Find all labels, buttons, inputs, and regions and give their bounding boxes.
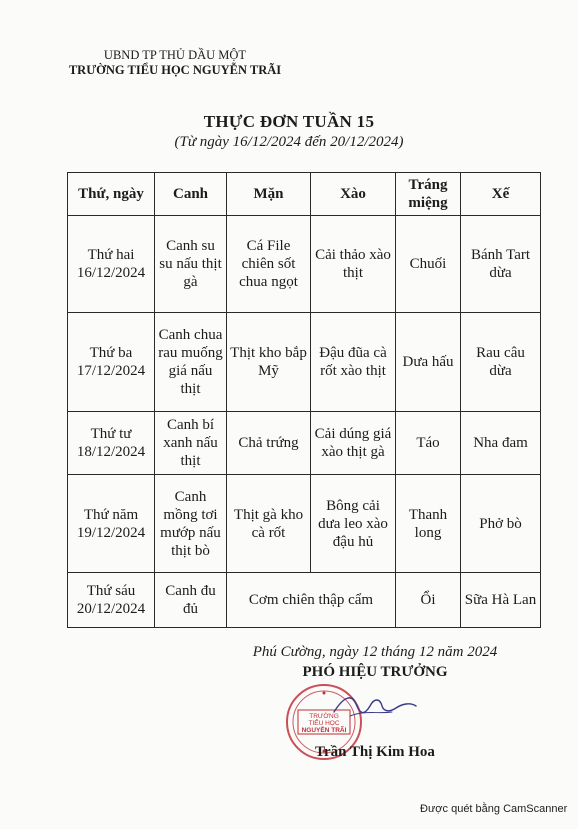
canh-cell: Canh đu đủ [155,573,227,628]
svg-text:TRƯỜNG: TRƯỜNG [309,713,339,720]
man-xao-merged-cell: Cơm chiên thập cẩm [227,573,396,628]
day-label: Thứ sáu [86,583,136,599]
xe-cell: Bánh Tart dừa [461,216,541,313]
day-cell [68,313,155,412]
signer-name: Trần Thị Kim Hoa [315,744,435,760]
day-cell [68,216,155,313]
table-row [68,412,541,475]
org-line-1: UBND TP THỦ DẦU MỘT [103,48,247,62]
place-date: Phú Cường, ngày 12 tháng 12 năm 2024 [252,644,498,660]
header-day: Thứ, ngày [68,173,155,216]
xao-cell: Cải thảo xào thịt [311,216,396,313]
signature [330,688,420,722]
table-row [68,573,541,628]
header-trang-mieng: Tráng miệng [396,173,461,216]
day-cell [68,475,155,573]
header-man: Mặn [227,173,311,216]
trang-mieng-cell: Ổi [396,573,461,628]
xao-cell: Bông cải dưa leo xào đậu hủ [311,475,396,573]
svg-text:NGUYỄN TRÃI: NGUYỄN TRÃI [301,727,347,734]
table-row [68,313,541,412]
man-cell: Cá File chiên sốt chua ngọt [227,216,311,313]
signer-role: PHÓ HIỆU TRƯỞNG [302,664,448,680]
man-cell: Chả trứng [227,412,311,475]
xao-cell: Cải dúng giá xào thịt gà [311,412,396,475]
menu-table [67,172,541,628]
day-label: Thứ tư [90,426,132,442]
day-label: Thứ ba [89,345,133,361]
scanner-watermark: Được quét bằng CamScanner [420,803,568,815]
day-date: 16/12/2024 [76,265,146,281]
xao-cell: Đậu đũa cà rốt xào thịt [311,313,396,412]
day-label: Thứ hai [87,247,135,263]
man-cell: Thịt kho bắp Mỹ [227,313,311,412]
day-cell [68,412,155,475]
canh-cell: Canh su su nấu thịt gà [155,216,227,313]
trang-mieng-cell: Thanh long [396,475,461,573]
menu-title: THỰC ĐƠN TUẦN 15 [203,112,375,131]
man-cell: Thịt gà kho cà rốt [227,475,311,573]
svg-text:TIỂU HỌC: TIỂU HỌC [308,720,340,727]
day-date: 17/12/2024 [76,363,146,379]
table-header-row [68,173,541,216]
day-cell [68,573,155,628]
header-xao: Xào [311,173,396,216]
xe-cell: Phở bò [461,475,541,573]
header-canh: Canh [155,173,227,216]
day-date: 19/12/2024 [76,524,146,541]
day-date: 20/12/2024 [76,601,146,617]
xe-cell: Rau câu dừa [461,313,541,412]
table-row [68,475,541,573]
xe-cell: Nha đam [461,412,541,475]
org-line-2: TRƯỜNG TIỂU HỌC NGUYỄN TRÃI [68,63,282,77]
day-label: Thứ năm [83,506,139,523]
trang-mieng-cell: Dưa hấu [396,313,461,412]
xe-cell: Sữa Hà Lan [461,573,541,628]
trang-mieng-cell: Chuối [396,216,461,313]
canh-cell: Canh chua rau muống giá nấu thịt [155,313,227,412]
trang-mieng-cell: Táo [396,412,461,475]
canh-cell: Canh mồng tơi mướp nấu thịt bò [155,475,227,573]
header-xe: Xế [461,173,541,216]
day-date: 18/12/2024 [76,444,146,460]
menu-date-range: (Từ ngày 16/12/2024 đến 20/12/2024) [174,134,404,150]
table-row [68,216,541,313]
canh-cell: Canh bí xanh nấu thịt [155,412,227,475]
